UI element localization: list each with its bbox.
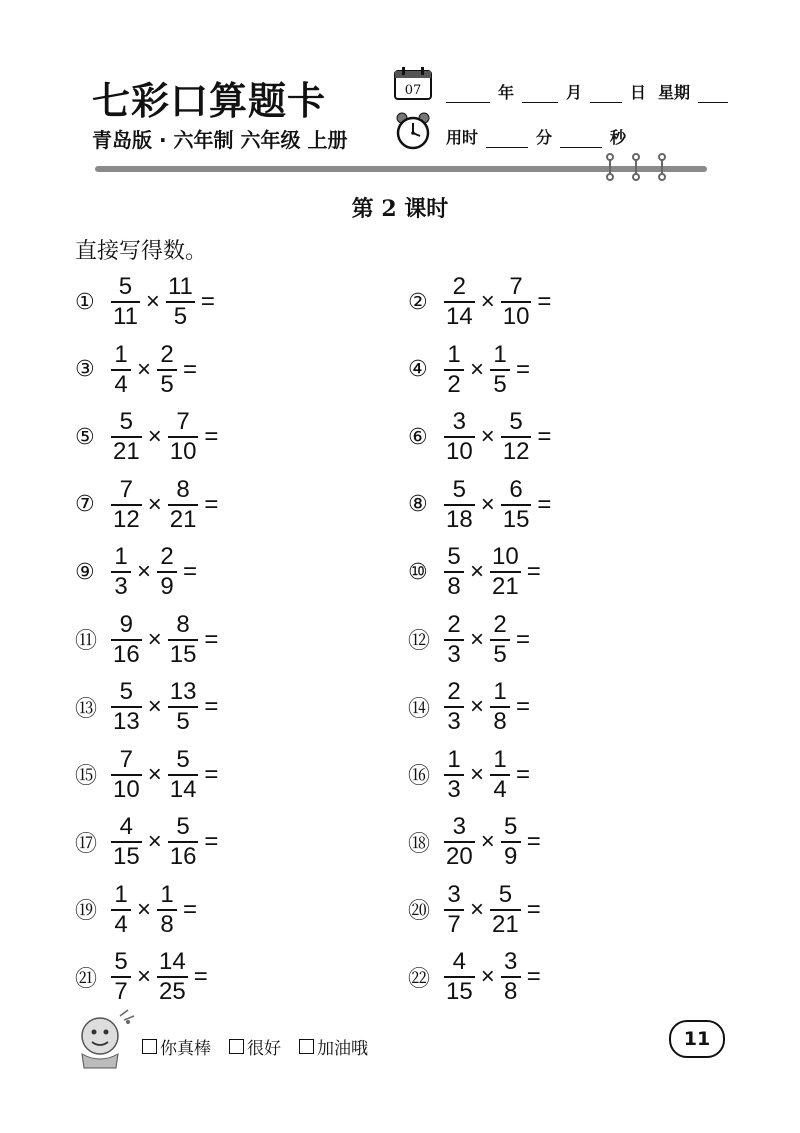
answer-area[interactable]	[201, 890, 291, 930]
answer-area[interactable]	[219, 282, 309, 322]
answer-area[interactable]	[534, 350, 624, 390]
fraction	[111, 747, 142, 803]
denominator: 4	[493, 775, 507, 803]
fraction	[168, 814, 199, 870]
equals-sign: =	[204, 625, 219, 653]
denominator: 5	[173, 303, 188, 330]
denominator: 21	[492, 910, 519, 938]
problem-item	[75, 880, 291, 940]
time-used-label: 用时	[446, 128, 479, 147]
problem-number: ④	[408, 357, 428, 382]
rating-keep-going[interactable]	[299, 1034, 368, 1059]
numerator: 11	[167, 273, 193, 300]
times-sign: ×	[480, 288, 495, 315]
ring-binder-icon	[631, 152, 641, 182]
numerator: 1	[114, 340, 128, 368]
fraction	[490, 342, 510, 398]
rating-great-label: 你真棒	[160, 1039, 211, 1059]
weekday-blank[interactable]	[698, 84, 728, 103]
answer-area[interactable]	[545, 822, 635, 862]
denominator: 15	[446, 978, 473, 1005]
answer-area[interactable]	[534, 620, 624, 660]
numerator: 8	[176, 610, 190, 638]
denominator: 3	[447, 775, 461, 803]
fraction	[157, 949, 188, 1005]
numerator: 1	[493, 745, 507, 773]
time-fill-line	[442, 125, 630, 148]
problem-number: ⑫	[408, 629, 431, 654]
calendar-icon	[394, 66, 432, 100]
problem-item	[75, 677, 312, 737]
times-sign: ×	[147, 828, 162, 855]
denominator: 21	[113, 438, 140, 465]
numerator: 9	[119, 610, 134, 638]
fraction	[166, 274, 195, 330]
brand-title: 七彩口算题卡	[92, 78, 327, 123]
denominator: 4	[114, 370, 128, 398]
denominator: 5	[493, 370, 507, 398]
times-sign: ×	[470, 693, 485, 720]
problem-item	[408, 340, 624, 400]
fraction	[444, 477, 475, 533]
instruction-text: 直接写得数。	[75, 239, 208, 264]
answer-area[interactable]	[545, 890, 635, 930]
equals-sign: =	[526, 895, 541, 923]
numerator: 5	[509, 408, 523, 435]
denominator: 20	[446, 843, 473, 870]
denominator: 18	[446, 505, 473, 533]
calendar-day-text: 07	[404, 83, 422, 98]
answer-area[interactable]	[555, 417, 645, 457]
problem-item	[408, 947, 635, 1007]
minutes-blank[interactable]	[486, 129, 528, 148]
fraction	[444, 747, 464, 803]
fraction	[157, 544, 177, 600]
problem-number: ⑥	[408, 424, 428, 450]
date-fill-line	[442, 80, 732, 103]
fraction	[444, 814, 475, 870]
numerator: 14	[159, 948, 186, 975]
fraction	[111, 342, 131, 398]
denominator: 14	[169, 775, 197, 803]
problem-number: ⑤	[75, 424, 95, 450]
problem-item	[75, 542, 291, 602]
answer-area[interactable]	[555, 485, 645, 525]
equals-sign: =	[526, 828, 541, 855]
fraction	[490, 544, 521, 600]
numerator: 3	[447, 880, 461, 908]
day-label: 日	[630, 83, 647, 102]
numerator: 1	[493, 678, 507, 705]
denominator: 2	[447, 370, 461, 398]
equals-sign: =	[204, 423, 219, 450]
numerator: 2	[447, 678, 461, 705]
problem-number: ⑭	[408, 696, 431, 722]
numerator: 5	[447, 543, 461, 570]
rating-great[interactable]	[142, 1034, 211, 1059]
fraction	[168, 409, 199, 465]
numerator: 7	[176, 408, 190, 435]
times-sign: ×	[480, 828, 495, 855]
rating-keep-going-label: 加油哦	[317, 1039, 368, 1059]
numerator: 1	[447, 745, 461, 773]
equals-sign: =	[537, 288, 552, 315]
denominator: 15	[502, 505, 530, 533]
fraction	[168, 679, 199, 735]
numerator: 3	[504, 948, 518, 975]
problem-item	[408, 475, 645, 535]
problem-number: ⑯	[408, 764, 431, 789]
fraction	[444, 949, 475, 1005]
numerator: 5	[119, 408, 134, 435]
times-sign: ×	[470, 355, 485, 383]
problem-number: ⑩	[408, 559, 428, 585]
equals-sign: =	[204, 693, 219, 720]
denominator: 8	[504, 978, 518, 1005]
answer-area[interactable]	[545, 957, 635, 997]
fraction	[168, 747, 199, 803]
fraction	[111, 814, 142, 870]
denominator: 7	[114, 978, 128, 1005]
times-sign: ×	[147, 423, 162, 450]
denominator: 8	[160, 910, 174, 938]
equals-sign: =	[526, 558, 541, 585]
fraction	[444, 612, 464, 668]
denominator: 13	[113, 708, 140, 735]
times-sign: ×	[147, 625, 162, 653]
denominator: 9	[504, 843, 518, 870]
problem-item	[408, 745, 624, 805]
minutes-label: 分	[536, 128, 553, 147]
denominator: 10	[113, 775, 140, 803]
numerator: 6	[509, 475, 523, 503]
fraction	[490, 612, 510, 668]
answer-area[interactable]	[222, 620, 312, 660]
fraction	[168, 477, 199, 533]
header-divider	[95, 166, 707, 172]
numerator: 2	[160, 543, 174, 570]
answer-area[interactable]	[534, 755, 624, 795]
equals-sign: =	[516, 693, 531, 720]
answer-area[interactable]	[555, 282, 645, 322]
problem-number: ①	[75, 289, 95, 315]
times-sign: ×	[137, 355, 152, 383]
fraction	[501, 949, 521, 1005]
equals-sign: =	[193, 963, 208, 990]
problem-item	[75, 475, 312, 535]
self-rating-options	[142, 1034, 386, 1059]
numerator: 5	[118, 273, 133, 300]
problem-number: ㉑	[75, 966, 98, 992]
checkbox[interactable]	[142, 1039, 157, 1054]
equals-sign: =	[516, 355, 531, 383]
problem-item	[75, 272, 309, 332]
numerator: 4	[119, 813, 134, 840]
numerator: 1	[160, 880, 174, 908]
denominator: 14	[446, 303, 473, 330]
month-label: 月	[566, 83, 583, 102]
problem-number: ⑲	[75, 899, 98, 924]
problem-number: ⑪	[75, 629, 98, 654]
equals-sign: =	[204, 760, 219, 788]
denominator: 12	[502, 438, 530, 465]
problem-number: ⑳	[408, 899, 431, 924]
problem-number: ②	[408, 289, 428, 315]
fraction	[501, 274, 532, 330]
problem-number: ③	[75, 357, 95, 382]
denominator: 16	[113, 640, 140, 668]
fraction	[444, 342, 464, 398]
denominator: 5	[493, 640, 507, 668]
denominator: 3	[447, 640, 461, 668]
problem-number: ⑨	[75, 559, 95, 585]
clock-icon	[394, 112, 432, 150]
fraction	[501, 477, 532, 533]
times-sign: ×	[480, 423, 495, 450]
problem-number: ⑱	[408, 831, 431, 857]
answer-area[interactable]	[201, 552, 291, 592]
fraction	[490, 679, 510, 735]
problem-item	[408, 610, 624, 670]
times-sign: ×	[480, 963, 495, 990]
rating-good-label: 很好	[247, 1039, 281, 1059]
denominator: 12	[113, 505, 140, 533]
edition-label: 青岛版 · 六年制 六年级 上册	[92, 128, 348, 152]
equals-sign: =	[516, 625, 531, 653]
numerator: 1	[114, 880, 128, 908]
times-sign: ×	[137, 895, 152, 923]
numerator: 3	[452, 408, 467, 435]
problem-item	[75, 812, 312, 872]
numerator: 2	[447, 610, 461, 638]
problem-item	[75, 745, 312, 805]
fraction	[157, 342, 177, 398]
times-sign: ×	[480, 490, 495, 518]
answer-area[interactable]	[222, 485, 312, 525]
denominator: 15	[169, 640, 197, 668]
denominator: 9	[160, 573, 174, 600]
times-sign: ×	[470, 760, 485, 788]
denominator: 5	[176, 708, 190, 735]
numerator: 10	[492, 543, 519, 570]
problem-item	[75, 610, 312, 670]
numerator: 7	[119, 745, 134, 773]
lesson-title: 第 2 课时	[351, 196, 449, 222]
numerator: 5	[176, 745, 190, 773]
times-sign: ×	[470, 558, 485, 585]
fraction	[111, 409, 142, 465]
denominator: 25	[159, 978, 186, 1005]
numerator: 5	[504, 813, 518, 840]
problem-item	[408, 407, 645, 467]
problem-number: ⑬	[75, 696, 98, 722]
fraction	[444, 882, 464, 938]
equals-sign: =	[516, 760, 531, 788]
fraction	[168, 612, 199, 668]
problem-item	[75, 947, 302, 1007]
numerator: 13	[169, 678, 197, 705]
fraction	[111, 477, 142, 533]
times-sign: ×	[147, 490, 162, 518]
seconds-label: 秒	[610, 128, 627, 147]
denominator: 4	[114, 910, 128, 938]
answer-area[interactable]	[222, 417, 312, 457]
numerator: 1	[493, 340, 507, 368]
mascot-illustration-icon	[70, 1006, 138, 1070]
times-sign: ×	[137, 558, 152, 585]
answer-area[interactable]	[534, 687, 624, 727]
equals-sign: =	[537, 423, 552, 450]
problem-item	[408, 812, 635, 872]
equals-sign: =	[183, 355, 198, 383]
numerator: 5	[452, 475, 467, 503]
numerator: 5	[176, 813, 190, 840]
numerator: 2	[452, 273, 467, 300]
problem-item	[75, 407, 312, 467]
answer-area[interactable]	[201, 350, 291, 390]
equals-sign: =	[200, 288, 215, 315]
fraction	[501, 409, 532, 465]
problem-number: ㉒	[408, 966, 431, 992]
equals-sign: =	[204, 828, 219, 855]
ring-binder-icon	[605, 152, 615, 182]
denominator: 21	[169, 505, 197, 533]
fraction	[444, 274, 475, 330]
ring-binder-icon	[657, 152, 667, 182]
numerator: 7	[119, 475, 134, 503]
rating-good[interactable]	[229, 1034, 281, 1059]
checkbox[interactable]	[299, 1039, 314, 1054]
numerator: 2	[493, 610, 507, 638]
denominator: 21	[492, 573, 519, 600]
denominator: 8	[493, 708, 507, 735]
page-number: 11	[669, 1020, 725, 1058]
problem-item	[408, 542, 635, 602]
times-sign: ×	[145, 288, 160, 315]
problem-number: ⑮	[75, 764, 98, 789]
fraction	[111, 882, 131, 938]
denominator: 7	[447, 910, 461, 938]
answer-area[interactable]	[222, 687, 312, 727]
checkbox[interactable]	[229, 1039, 244, 1054]
fraction	[111, 949, 131, 1005]
problem-item	[408, 677, 624, 737]
year-label: 年	[498, 83, 515, 102]
fraction	[501, 814, 521, 870]
fraction	[444, 544, 464, 600]
times-sign: ×	[147, 760, 162, 788]
denominator: 16	[169, 843, 197, 870]
equals-sign: =	[183, 558, 198, 585]
denominator: 5	[160, 370, 174, 398]
weekday-label: 星期	[658, 83, 691, 102]
problem-number: ⑦	[75, 492, 95, 517]
day-blank[interactable]	[590, 84, 622, 103]
denominator: 3	[114, 573, 128, 600]
problem-number: ⑧	[408, 492, 428, 517]
fraction	[111, 612, 142, 668]
fraction	[111, 274, 140, 330]
answer-area[interactable]	[222, 822, 312, 862]
numerator: 5	[114, 948, 128, 975]
year-blank[interactable]	[446, 84, 490, 103]
numerator: 5	[119, 678, 134, 705]
fraction	[157, 882, 177, 938]
month-blank[interactable]	[522, 84, 558, 103]
answer-area[interactable]	[222, 755, 312, 795]
times-sign: ×	[470, 625, 485, 653]
numerator: 1	[114, 543, 128, 570]
denominator: 15	[113, 843, 140, 870]
times-sign: ×	[147, 693, 162, 720]
equals-sign: =	[183, 895, 198, 923]
fraction	[444, 679, 464, 735]
numerator: 7	[509, 273, 523, 300]
fraction	[111, 679, 142, 735]
denominator: 3	[447, 708, 461, 735]
problem-item	[408, 880, 635, 940]
numerator: 5	[498, 880, 513, 908]
denominator: 10	[169, 438, 197, 465]
seconds-blank[interactable]	[560, 129, 602, 148]
numerator: 2	[160, 340, 174, 368]
fraction	[111, 544, 131, 600]
denominator: 10	[446, 438, 473, 465]
equals-sign: =	[537, 490, 552, 518]
denominator: 10	[502, 303, 530, 330]
times-sign: ×	[137, 963, 152, 990]
numerator: 8	[176, 475, 190, 503]
problem-number: ⑰	[75, 831, 98, 857]
times-sign: ×	[470, 895, 485, 923]
fraction	[490, 882, 521, 938]
denominator: 11	[113, 303, 138, 330]
problem-item	[75, 340, 291, 400]
numerator: 4	[452, 948, 467, 975]
fraction	[444, 409, 475, 465]
answer-area[interactable]	[212, 957, 302, 997]
answer-area[interactable]	[545, 552, 635, 592]
numerator: 3	[452, 813, 467, 840]
equals-sign: =	[204, 490, 219, 518]
numerator: 1	[447, 340, 461, 368]
denominator: 8	[447, 573, 461, 600]
problem-item	[408, 272, 645, 332]
fraction	[490, 747, 510, 803]
equals-sign: =	[526, 963, 541, 990]
